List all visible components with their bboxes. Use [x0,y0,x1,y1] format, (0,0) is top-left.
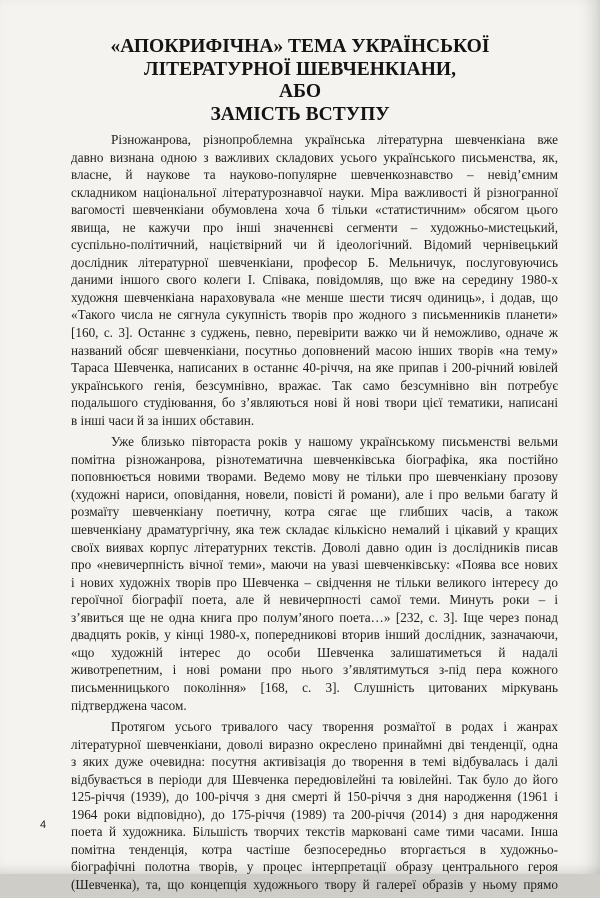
text-line: підтверджена часом. [71,697,187,713]
text-line: «Такого числа не сягнула сукупність творів про жодного з письменників планети» [71,307,558,323]
text-line: художня шевченкіана нараховувала «не менше шести тисяч одиниць», і додав, що [71,289,558,305]
text-line: поета й художника. Більшість творчих текстів марковані саме тими часами. Інша [71,824,558,840]
text-line: про «невичерпність вічної теми», маючи на увазі шевченківську: «Поява все нових [71,557,558,573]
text-line: шевченкіану драматургічну, яка теж складає кількісно немалий і цікавий у кращих [71,522,558,538]
text-line: Різножанрова, різнопроблемна українська літературна шевченкіана вже [111,132,558,147]
title-line: ЗАМІСТЬ ВСТУПУ [210,103,390,125]
text-line: в інші часи й за інших обставин. [71,412,255,428]
text-line: дослідник літературної шевченкіани, професор Б. Мельничук, послуговуючись [71,254,558,270]
text-line: двадцять років, у кінці 1980-х, попередникові вторив інший дослідник, зазначаючи, [71,627,558,643]
text-line: власне, й наукове та науково-популярне шевченкознавство – невід’ємним [71,167,558,183]
text-line: даними іншого свого колеги І. Співака, повідомляв, що вже на середину 1980-х [71,272,558,288]
title-line: ЛІТЕРАТУРНОЇ ШЕВЧЕНКІАНИ, [144,58,456,80]
text-line: відбувається в періоди для Шевченка передювілейні та ювілейні. Так було до його [71,771,558,787]
text-line: Протягом усього тривалого часу творення розмаїтої в родах і жанрах [111,719,558,735]
text-line: [160, с. 3]. Останнє з суджень, певно, перевірити важко чи й неможливо, одначе ж [71,325,558,341]
body-text [71,131,558,898]
page-number: 4 [40,819,47,831]
text-line: складником національної літературознавчої науки. Міра важливості й різногранної [71,184,558,200]
text-line: біографічні полотна творів, у процес інтерпретації образу центрального героя [71,859,558,875]
text-line: вагомості шевченкіани обумовлена хоча б тільки «статистичним» обсягом цього [71,202,558,218]
text-line: Уже близько півтораста років у нашому українському письменстві вельми [111,434,558,450]
text-line: літературної шевченкіани, доволі виразно окреслено принаймні дві тенденції, одна [71,736,558,752]
text-line: помітна різножанрова, різнотематична шевченківська біографіка, яка постійно [71,451,558,467]
text-line: названий обсяг шевченкіани, посутньо доповнений масою інших творів «на тему» [71,342,558,358]
text-line: (Шевченка), та, що концепція художнього твору й галереї образів у ньому прямо [71,876,558,892]
text-line: поповнюється новими творами. Ведемо мову не тільки про шевченкіану прозову [71,469,558,485]
title-line: «АПОКРИФІЧНА» ТЕМА УКРАЇНСЬКОЇ [110,36,490,57]
text-line: і нових художніх творів про Шевченка – свідчення не тільки великого інтересу до [71,574,558,590]
chapter-title [60,36,540,126]
text-line: явища, не кажучи про інші значеннєві сегменти – художньо-мистецький, [71,219,558,235]
text-line: письменницького покоління» [168, с. 3]. Слушність цитованих міркувань [71,679,558,695]
text-line: 1964 роки відповідно), до 175-річчя (1989) та 200-річчя (2014) з дня народження [71,806,558,822]
text-line: помітна тенденція, котра частіше безпосередньо вторгається в художньо- [71,841,558,857]
text-line: героїчної біографії поета, але й невичерпності самої теми. Минуть роки – і [71,592,558,608]
text-line: Тараса Шевченка, написаних в останнє 40-річчя, на яке припав і 200-річний ювілей [71,360,558,376]
title-line: АБО [278,81,321,102]
text-line: розмаїту шевченкіану поетичну, котра сягає ще глибших часів, а також [71,504,558,520]
text-line: подальшого студіювання, бо з’являються нові й нові твори цієї тематики, написані [71,395,558,411]
text-line: «що художній інтерес до особи Шевченка залишатиметься й надалі [71,644,558,660]
text-line: суспільно-політичний, націєтвірний чи й ідеологічний. Відомий чернівецький [71,237,558,253]
text-line: з’явиться ще не одна книга про полум’яного поета…» [232, с. 3]. Іще через понад [71,609,558,625]
text-line: (художні нариси, оповідання, новели, повісті й романи), але і про вельми багату й [71,486,558,502]
text-line: своїх виявах корпус літературних текстів. Доволі давно один із дослідників писав [71,539,558,555]
text-line: давно визнана одною з важливих складових усього українського письменства, як, [71,149,558,165]
text-line: українського генія, безсумнівно, вражає. Так само безсумнівно він потребує [71,377,558,393]
text-line: 125-річчя (1939), до 100-річчя з дня смерті й 150-річчя з дня народження (1961 і [71,789,558,805]
paragraph [71,433,558,714]
paragraph [71,131,558,429]
text-line: з яких дуже очевидна: посутня активізація до творення в темі відбувалась і далі [71,754,558,770]
text-line: животрепетним, і нові романи про нього з’являтимуться з-під пера кожного [71,662,558,678]
paragraph [71,718,558,893]
